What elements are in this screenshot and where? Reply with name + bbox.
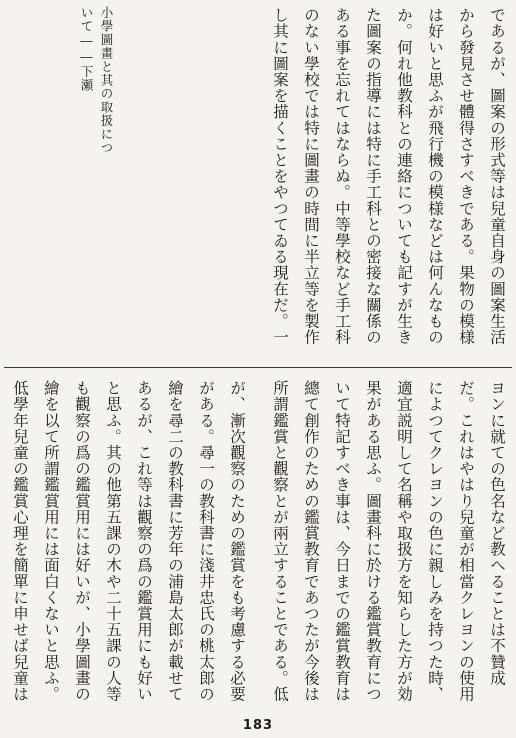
running-head: 小學圖畫と其の取扱について――下瀬 xyxy=(79,6,114,155)
section-divider xyxy=(4,367,512,368)
lower-left-text-block: が、漸次觀察のための鑑賞をも考慮する必要がある。尋一の教科書に淺井忠氏の桃太郎の繪を尋二の教科書に芳年の浦島太郎が載せてあるが、これ等は觀察の爲の鑑賞用にも好いと思ふ。其の他第五課の木や二十五課の人等も觀察の爲の鑑賞用には好いが、小學圖畫の繪を以て所謂鑑賞用には面白くないと思ふ。低學年兒童の鑑賞心理を簡單に申せば兒童は xyxy=(11,380,246,702)
page-number: 183 xyxy=(242,718,274,733)
lower-right-text-block: ヨンに就ての色名など教へることは不贊成だ。これはやはり兒童が相當クレヨンの使用によつてクレヨンの色に親しみを持つた時、適宜説明して名稱や取扱方を知らした方が効果がある思ふ。圖畫科に於ける鑑賞教育について特記すべき事は、今日までの鑑賞教育は總て創作のための鑑賞教育であつたが今後は所謂鑑賞と觀察とが兩立することである。低 xyxy=(271,380,506,702)
upper-text-block: であるが、圖案の形式等は兒童自身の圖案生活から發見させ體得さすべきである。果物の模様は好いと思ふが飛行機の模様などは何んなものか。何れ他教科との連絡についても記すが生きた圖案の指導には特に手工科との密接な關係のある事を忘れてはならぬ。中等學校など手工科のない學校では特に圖畫の時間に半立等を製作し其に圖案を描くことをやつてゐる現在だ。一 xyxy=(271,7,506,346)
